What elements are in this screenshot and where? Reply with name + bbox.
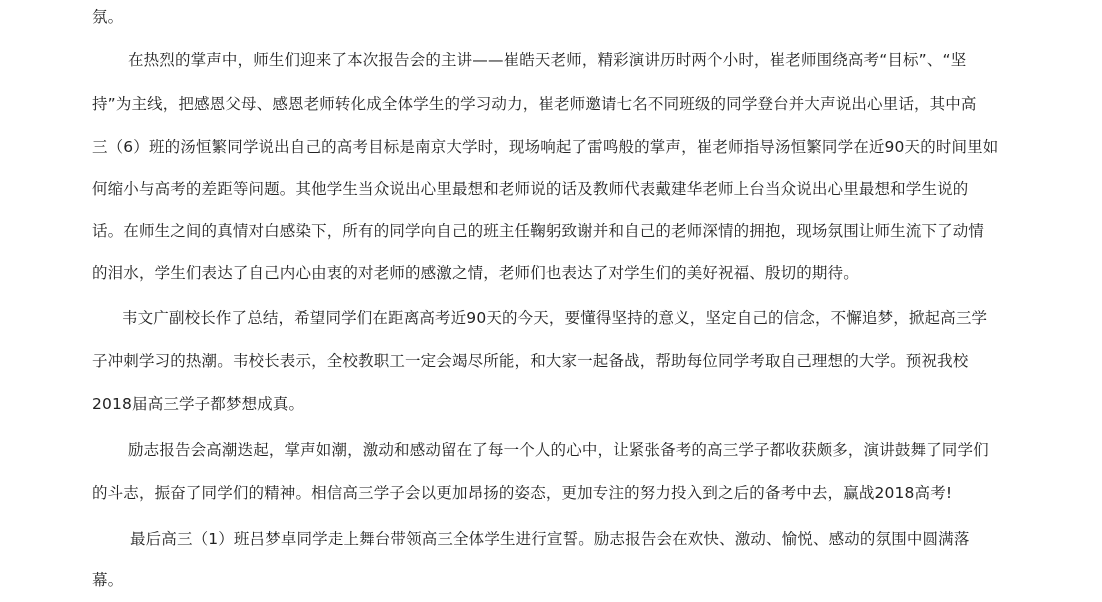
text-line: 2018届高三学子都梦想成真。 xyxy=(92,395,305,413)
text-line: 励志报告会高潮迭起，掌声如潮，激动和感动留在了每一个人的心中，让紧张备考的高三学子都收获颇多，演讲鼓舞了同学们 xyxy=(128,441,989,459)
text-line: 最后高三（1）班吕梦卓同学走上舞台带领高三全体学生进行宣誓。励志报告会在欢快、激动、愉悦、感动的氛围中圆满落 xyxy=(130,530,970,548)
text-line: 持”为主线，把感恩父母、感恩老师转化成全体学生的学习动力，崔老师邀请七名不同班级的同学登台并大声说出心里话，其中高 xyxy=(92,95,977,113)
text-line: 幕。 xyxy=(92,571,124,589)
text-line: 的泪水，学生们表达了自己内心由衷的对老师的感激之情，老师们也表达了对学生们的美好祝福、殷切的期待。 xyxy=(92,264,859,282)
text-line: 三（6）班的汤恒繁同学说出自己的高考目标是南京大学时，现场响起了雷鸣般的掌声，崔老师指导汤恒繁同学在近90天的时间里如 xyxy=(92,138,999,156)
text-line: 韦文广副校长作了总结，希望同学们在距离高考近90天的今天，要懂得坚持的意义，坚定自己的信念，不懈追梦，掀起高三学 xyxy=(122,309,988,327)
text-line: 何缩小与高考的差距等问题。其他学生当众说出心里最想和老师说的话及教师代表戴建华老师上台当众说出心里最想和学生说的 xyxy=(92,180,969,198)
text-line: 氛。 xyxy=(92,8,124,26)
text-line: 的斗志，振奋了同学们的精神。相信高三学子会以更加昂扬的姿态，更加专注的努力投入到之后的备考中去，赢战2018高考! xyxy=(92,484,953,502)
text-line: 在热烈的掌声中，师生们迎来了本次报告会的主讲——崔皓天老师，精彩演讲历时两个小时，崔老师围绕高考“目标”、“坚 xyxy=(128,51,967,69)
text-line: 话。在师生之间的真情对白感染下，所有的同学向自己的班主任鞠躬致谢并和自己的老师深情的拥抱，现场氛围让师生流下了动情 xyxy=(92,222,985,240)
text-line: 子冲刺学习的热潮。韦校长表示，全校教职工一定会竭尽所能，和大家一起备战，帮助每位同学考取自己理想的大学。预祝我校 xyxy=(92,352,969,370)
